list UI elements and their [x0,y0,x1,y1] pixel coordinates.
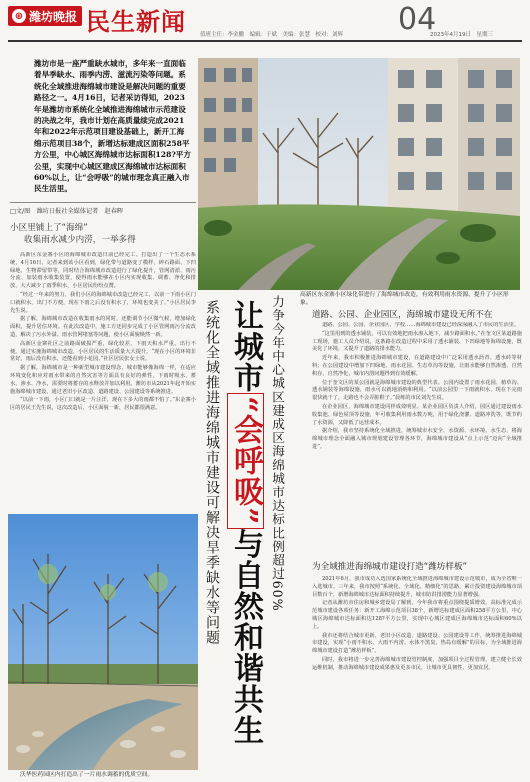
headline-main-pre: 让城市 [228,300,263,393]
paragraph: 同时，我市将进一步完善海绵城市建设管控制度，加强项目全过程管理，建立健全长效运维机制，推动海绵城市建设成果惠及更多市民，让城市更具韧性、更加宜居。 [312,656,522,671]
paragraph: “经过一年来的努力，我们小区的海绵城市改造已经完工，以前一下雨小区门口就积水，出门不方便，现在下雨之后没有积水了，环境也变美了。”小区居民李先生说。 [10,291,196,314]
section-title: 民生新闻 [86,7,186,36]
paragraph: 近年来，我市积极推进海绵城市建设，在道路建设中广泛采用透水沥青、透水砖等材料；在公园建设中增加下凹绿地、雨水花园、生态草沟等设施，让雨水能够自然渗透、自然积存、自然净化，城市内涝问题得到有效缓解。 [312,355,522,377]
byline: □文/图 潍坊日报社全媒体记者 赵春晖 [10,208,124,215]
right-section1-title: 道路、公园、企业园区，海绵城市建设无所不在 [312,310,493,320]
paragraph: 高新区东金寨小区的海绵城市改造日前已经完工。打造出了一个生态水系统，4月16日，记者来到该小区看到，绿化带与道路变了模样，碎石路面、下凹绿地、生物滞留带等，同时结合海绵城市改造进行了绿化提升，管网清淤、雨污分流、加装雨水收集装置，使得雨水能够在小区内实现收集、调蓄、净化和排放，大大减少了雨季积水，小区居民纷纷点赞。 [10,252,196,290]
headline-deck: 系统化全域推进海绵城市建设可解决旱季缺水等问题 [204,300,220,645]
masthead-rule [8,40,522,42]
logo-text: 潍坊晚报 [29,9,78,24]
editor-credits: 值班主任：李金鹏 编辑：于斌 美编：张慧 校对：刘辉 [200,32,344,38]
lead-paragraph: 潍坊市是一座严重缺水城市，多年来一直面临着旱季缺水、雨季内涝、滋流污染等问题。系统化全域推进海绵城市建设是解决问题的重要路径之一。4月16日，记者采访得知，2023年是潍坊市系统化全域推进海绵城市示范建设的决战之年，我市计划在高质量续完成2021年和2022年示范项目建设基础上，新开工海绵示范项目38个，新增达标建成区面积258平方公里，中心城区海绵城市达标面积128?平方公里，实现中心城区建成区海绵城市达标面积60%以上，让“会呼吸”的城市理念真正融入市民生活里。 [34,59,191,194]
right-section1-body [312,322,522,520]
paragraph: 位于奎文区的某公园就是海绵城市建设的典型代表。公园内设置了雨水花园、植草沟、透水铺装等海绵设施，雨水可以就地消纳和利用。“以前公园里一下雨就积水，现在下完雨很快就干了，走路也不会弄脏鞋子。”晨练的市民刘先生说。 [312,379,522,402]
logo-icon: ⊕ [12,9,26,23]
paragraph: 高新区金寨社区之前路面破损严重，绿化较差，下雨天积水严重，出行不便。通过实施海绵城市改造，小区居民的生活质量大大提升。“现在小区的环境非常好，雨后没有积水，还能看到小花园。”社区居民张女士说。 [10,340,196,363]
paragraph: “这里用到的透水铺装，可以有效地把雨水渗入地下，减少路面积水。”在奎文区某道路施工现场，施工人员介绍说，这条路在改造过程中采用了透水铺装、下凹绿地等海绵设施，既美化了环境，又提升了道路的排水能力。 [312,330,522,353]
paragraph: 记者从潍坊市住房和城乡建设局了解到，今年我市将重点围绕提质增效，高标准完成示范城市建设各项任务：新开工海绵示范项目38个，新增达标建成区面积258平方公里，中心城区海绵城市达标面积达128?平方公里，实现中心城区建成区海绵城市达标面积60%以上。 [312,600,522,630]
paragraph: 在企业园区，海绵城市建设同样成效明显。某企业园区负责人介绍，园区通过建设雨水收集池、绿色屋顶等设施，年可收集利用雨水数万吨，用于绿化浇灌、道路冲洗等，既节约了水资源，又降低了运营成本。 [312,403,522,426]
headline-highlight: “会呼吸” [227,393,264,529]
bottom-photo-caption: 沃华医药园区内打造出了一片雨水调蓄的优质空间。 [20,772,154,778]
subhead-line-1: 小区里铺上了“海绵” [10,223,88,233]
page-number: 04 [398,2,437,37]
right-section2-body [312,576,522,778]
paragraph: 据了解，海绵城市是一种新型城市建设理念，城市能够像海绵一样，在适应环境变化和应对雨水带来的自然灾害等方面具有良好的弹性，下雨时吸水、蓄水、渗水、净水，需要时将蓄存的水释放并加以利用。潍坊市从2021年起开始实施海绵城市建设，通过老旧小区改造、道路建设、公园建设等系统推进。 [10,365,196,395]
right-section2-title: 为全域推进海绵城市建设打造“潍坊样板” [312,562,467,572]
headline-main [228,300,262,760]
bottom-photo [8,514,198,770]
left-subhead [10,222,196,246]
issue-date: 2023年4月19日 星期三 [430,32,493,38]
newspaper-logo [8,6,82,26]
left-article-body [10,252,196,510]
top-photo [198,58,520,290]
paragraph: 道路、公园、公园、企业园区，学校……海绵城市建设已经深深融入了市民的生活里。 [322,322,520,328]
paragraph: 据介绍，我市坚持系统化全域推进，统筹城市水安全、水资源、水环境、水生态，将海绵城市理念全面融入城市规划建设管理各环节，海绵城市建设从“点上示范”迈向“全域推进”。 [312,428,522,450]
paragraph: “以前一下雨，小区门口就是一片汪洋，现在下多大的雨都不怕了。”东金寨小区的居民王先生说，这次改造后，小区面貌一新，居民都很满意。 [10,397,196,412]
paragraph: 据了解，海绵城市改造在收集雨水的同时，还能调节小区微气候，增加绿化面积，提升居住环境。在此次改造中，施工方还同步完成了小区管网雨污分流改造，解决了污水外溢、雨水管网堵塞等问题，使小区面貌焕然一新。 [10,316,196,338]
top-photo-caption: 高新区东金寨小区绿化带进行了海绵城市改造，有效利用雨水资源，提升了小区形象。 [300,292,509,306]
divider [10,202,196,203]
headline-kicker: 力争今年中心城区建成区海绵城市达标比例超过60% [270,295,285,612]
headline-main-post: 与自然和谐共生 [228,528,263,746]
paragraph: 我市还将结合城市更新、老旧小区改造、道路建设、公园建设等工作，统筹推进海绵城市建设，实现“小雨不积水、大雨不内涝、水体不黑臭、热岛有缓解”的目标，为全域推进海绵城市建设打造“潍坊样板”。 [312,632,522,655]
subhead-line-2: 收集雨水减少内涝，一举多得 [24,235,136,245]
paragraph: 2021年6月，我市成功入选国家系统化全域推进海绵城市建设示范城市，成为全省唯一入选城市。三年来，我市按照“系统化、全域化、精细化”的思路，累计投资建设海绵城市项目数百个，新增海绵城市达标面积持续提升，城市防洪排涝能力显著增强。 [312,576,522,598]
